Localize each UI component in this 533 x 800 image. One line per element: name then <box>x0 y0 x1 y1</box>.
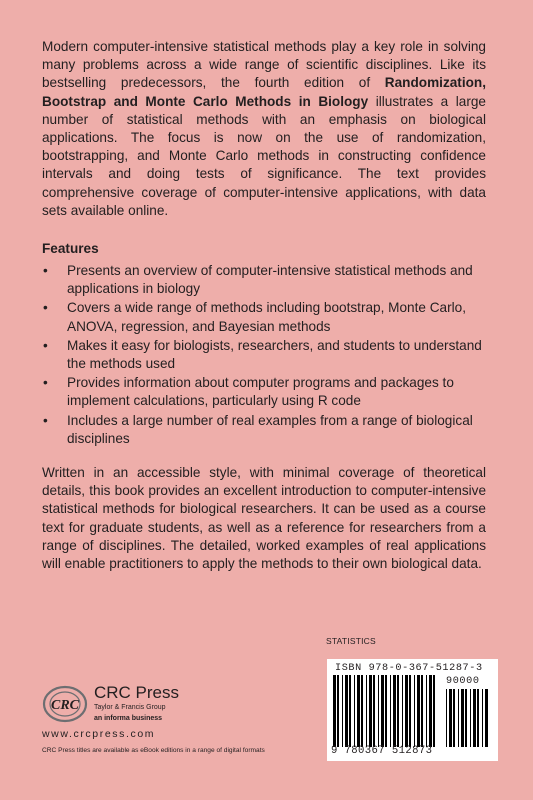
feature-item <box>42 412 486 448</box>
barcode-bar <box>381 675 384 747</box>
isbn-number: ISBN 978-0-367-51287-3 <box>335 663 483 674</box>
addon-barcode-bars <box>445 689 491 747</box>
barcode-bar <box>390 675 391 747</box>
description-text-1: Modern computer-intensive statistical methods play a key role in solving many problems across a wide range of scientific disciplines. Like its bestselling predecessors, the fourth edition of <box>42 39 486 91</box>
description-text-2: illustrates a large number of statistical methods with an emphasis on biological applications. The focus is now on the use of randomization, bootstrapping, and Monte Carlo methods in constructing confidence intervals and doing tests of significance. The text provides comprehensive coverage of computer-intensive applications, with data sets available online. <box>42 93 486 218</box>
publisher-url: www.crcpress.com <box>42 728 156 740</box>
barcode-bar <box>426 675 427 747</box>
barcode-bar <box>385 675 387 747</box>
feature-text: Covers a wide range of methods including bootstrap, Monte Carlo, ANOVA, regression, and Bayesian methods <box>67 300 466 334</box>
barcode-bar <box>429 675 432 747</box>
barcode-bar <box>373 675 375 747</box>
barcode-bar <box>433 675 435 747</box>
barcode-bars <box>332 675 440 747</box>
barcode-bar <box>366 675 367 747</box>
feature-item <box>42 337 486 373</box>
feature-item <box>42 262 486 298</box>
barcode-bar <box>417 675 420 747</box>
barcode-bar <box>461 689 464 747</box>
description-paragraph <box>42 38 486 220</box>
feature-text: Provides information about computer programs and packages to implement calculations, particularly using R code <box>67 375 454 409</box>
barcode-bar <box>369 675 372 747</box>
barcode-bar <box>337 675 339 747</box>
barcode-bar <box>333 675 336 747</box>
features-heading: Features <box>42 241 99 256</box>
barcode-bar <box>446 689 447 747</box>
bullet-icon: • <box>43 337 48 353</box>
barcode-bar <box>458 689 459 747</box>
book-title: Randomization, Bootstrap and Monte Carlo Methods in Biology <box>42 75 486 109</box>
barcode-bar <box>402 675 403 747</box>
category-label: STATISTICS <box>326 636 376 646</box>
publisher-group: Taylor & Francis Group <box>94 704 166 711</box>
bullet-icon: • <box>43 300 48 316</box>
barcode-bar <box>482 689 483 747</box>
feature-text: Makes it easy for biologists, researchers, and students to understand the methods used <box>67 337 482 372</box>
barcode-bar <box>421 675 423 747</box>
feature-text: Includes a large number of real examples from a range of biological disciplines <box>67 412 473 446</box>
bullet-icon: • <box>43 263 48 278</box>
feature-item <box>42 374 486 410</box>
barcode-bar <box>345 675 348 747</box>
barcode-bar <box>378 675 379 747</box>
barcode-bar <box>465 689 467 747</box>
barcode-bar <box>473 689 476 747</box>
barcode-bar <box>361 675 363 747</box>
feature-text: Presents an overview of computer-intensive statistical methods and applications in biology <box>67 263 473 297</box>
barcode-bar <box>357 675 360 747</box>
ebook-note: CRC Press titles are available as eBook editions in a range of digital formats <box>42 747 265 754</box>
barcode-bar <box>414 675 415 747</box>
barcode-bar <box>449 689 452 747</box>
closing-paragraph: Written in an accessible style, with minimal coverage of theoretical details, this book provides an excellent introduction to computer-intensive statistical methods for biological researchers. It can be used as a course text for graduate students, as well as a reference for researchers from a range of disciplines. The detailed, worked examples of real applications will enable practitioners to apply the methods to their own biological data. <box>42 465 486 572</box>
barcode-bar <box>405 675 408 747</box>
feature-item <box>42 299 486 335</box>
barcode-bar <box>409 675 411 747</box>
bullet-icon: • <box>43 412 48 428</box>
barcode-bar <box>477 689 479 747</box>
barcode-bar <box>470 689 471 747</box>
publisher-business: an informa business <box>94 715 163 722</box>
barcode-bar <box>485 689 488 747</box>
isbn-barcode <box>327 659 498 761</box>
crc-logo-icon <box>42 684 88 724</box>
barcode-bar <box>349 675 351 747</box>
barcode-bar <box>397 675 399 747</box>
logo-text: CRC <box>50 698 80 713</box>
barcode-digits: 9 780367 512873 <box>331 745 433 757</box>
barcode-bar <box>342 675 343 747</box>
features-list <box>42 262 486 449</box>
barcode-bar <box>393 675 396 747</box>
barcode-bar <box>453 689 455 747</box>
bullet-icon: • <box>43 375 48 391</box>
price-code: 90000 <box>446 676 480 687</box>
publisher-name: CRC Press <box>94 683 180 702</box>
barcode-bar <box>354 675 355 747</box>
